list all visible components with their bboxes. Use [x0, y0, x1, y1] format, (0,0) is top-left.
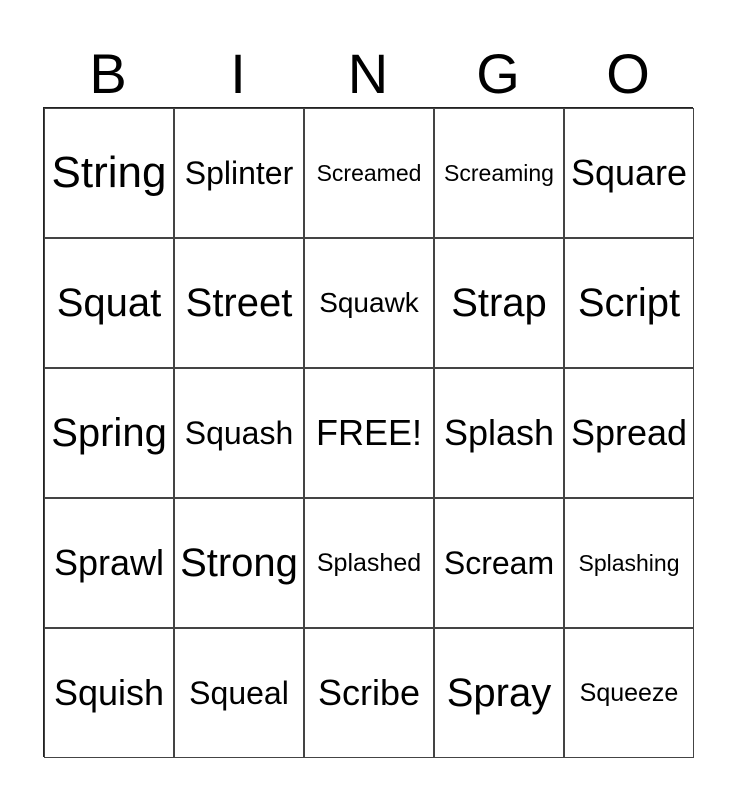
cell-label: Squeeze — [579, 678, 679, 707]
cell-label: Squash — [184, 415, 294, 451]
cell-label: Spray — [446, 671, 552, 715]
bingo-cell[interactable] — [434, 628, 564, 758]
bingo-cell[interactable] — [44, 628, 174, 758]
bingo-cell[interactable] — [44, 238, 174, 368]
header-letter-n: N — [347, 42, 389, 105]
bingo-cell[interactable] — [304, 238, 434, 368]
cell-label: Strong — [180, 541, 298, 585]
bingo-cell[interactable] — [434, 498, 564, 628]
bingo-cell[interactable] — [174, 498, 304, 628]
bingo-board — [43, 107, 693, 757]
cell-label: Squeal — [189, 675, 289, 711]
bingo-cell[interactable] — [304, 498, 434, 628]
cell-label: String — [51, 148, 167, 197]
bingo-cell[interactable] — [174, 238, 304, 368]
cell-label: Street — [185, 281, 293, 325]
cell-label: Script — [577, 281, 681, 325]
bingo-cell[interactable] — [44, 108, 174, 238]
free-space-label: FREE! — [315, 412, 422, 453]
cell-label: Strap — [451, 281, 547, 325]
bingo-cell[interactable] — [44, 498, 174, 628]
bingo-cell[interactable] — [564, 368, 694, 498]
bingo-cell[interactable] — [564, 498, 694, 628]
bingo-cell[interactable] — [564, 108, 694, 238]
cell-label: Splinter — [184, 155, 294, 191]
bingo-cell[interactable] — [564, 238, 694, 368]
cell-label: Splashing — [578, 549, 680, 576]
bingo-cell[interactable] — [434, 108, 564, 238]
cell-label: Squat — [56, 281, 162, 325]
cell-label: Spread — [570, 412, 688, 453]
header-letter-o: O — [606, 42, 650, 105]
cell-label: Screamed — [316, 159, 422, 186]
cell-label: Squish — [53, 672, 165, 713]
cell-label: Screaming — [444, 159, 554, 186]
header-letter-b: B — [89, 42, 127, 105]
bingo-cell[interactable] — [174, 368, 304, 498]
free-space[interactable] — [304, 368, 434, 498]
bingo-cell[interactable] — [304, 108, 434, 238]
bingo-cell[interactable] — [44, 368, 174, 498]
cell-label: Squawk — [319, 287, 419, 318]
cell-label: Scream — [443, 545, 555, 581]
header-letter-i: I — [230, 42, 246, 105]
bingo-cell[interactable] — [304, 628, 434, 758]
header-letter-g: G — [476, 42, 520, 105]
cell-label: Sprawl — [53, 542, 165, 583]
cell-label: Scribe — [317, 672, 421, 713]
cell-label: Square — [570, 152, 688, 193]
bingo-cell[interactable] — [174, 628, 304, 758]
bingo-header — [43, 40, 693, 108]
bingo-cell[interactable] — [434, 368, 564, 498]
cell-label: Splashed — [316, 548, 422, 577]
cell-label: Spring — [51, 411, 167, 455]
bingo-cell[interactable] — [174, 108, 304, 238]
bingo-cell[interactable] — [564, 628, 694, 758]
cell-label: Splash — [443, 412, 555, 453]
bingo-cell[interactable] — [434, 238, 564, 368]
